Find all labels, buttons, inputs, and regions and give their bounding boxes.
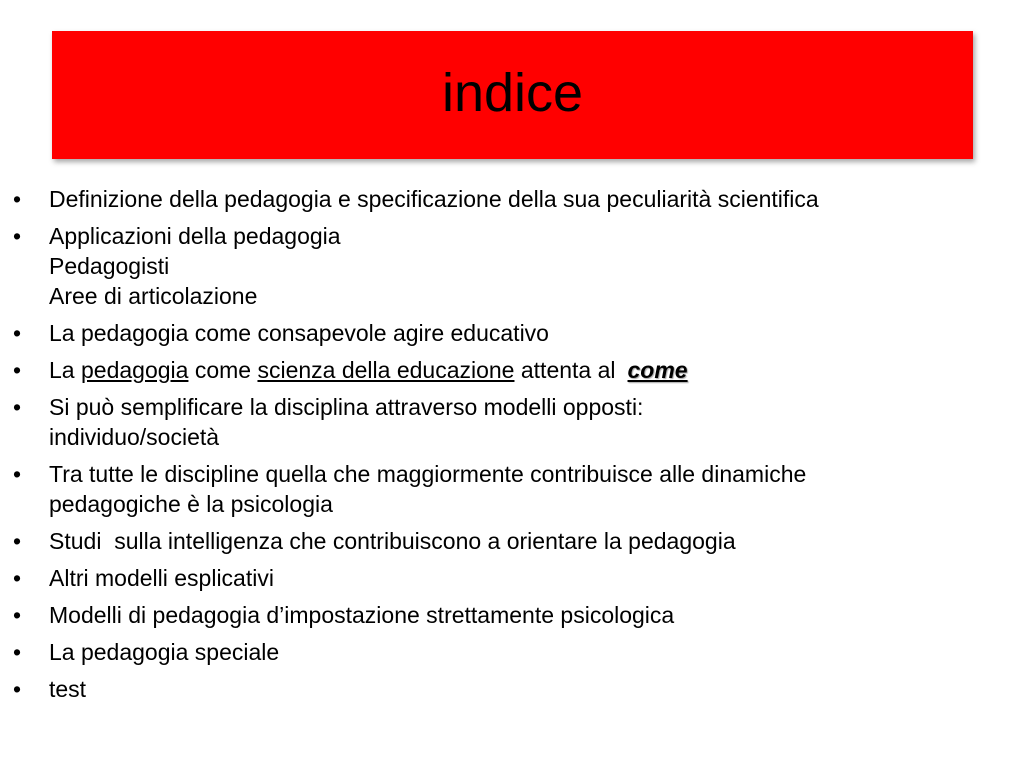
bullet-text-continued: pedagogiche è la psicologia <box>49 491 333 517</box>
bullet-subline: Aree di articolazione <box>49 283 258 309</box>
bullet-text-plain: come <box>188 357 258 383</box>
bullet-icon: • <box>13 394 22 420</box>
bullet-icon: • <box>13 461 22 487</box>
bullet-text: La pedagogia speciale <box>49 639 280 665</box>
bullet-text: Studi sulla intelligenza che contribuiscono a orientare la pedagogia <box>49 528 736 554</box>
bullet-icon: • <box>13 676 22 702</box>
pedagogia-link[interactable]: pedagogia <box>80 357 189 383</box>
bullet-icon: • <box>13 320 22 346</box>
bullet-icon: • <box>13 357 22 383</box>
bullet-item <box>0 674 1024 704</box>
bullet-item <box>0 355 1024 385</box>
bullet-icon: • <box>13 602 22 628</box>
bullet-item <box>0 637 1024 667</box>
bullet-text: La pedagogia come consapevole agire educativo <box>49 320 549 346</box>
bullet-item <box>0 184 1024 214</box>
bullet-item <box>0 318 1024 348</box>
bullet-item <box>0 526 1024 556</box>
bullet-item <box>0 459 1024 519</box>
come-link[interactable]: come <box>627 357 688 383</box>
bullet-text: Modelli di pedagogia d’impostazione strettamente psicologica <box>49 602 675 628</box>
bullet-item <box>0 563 1024 593</box>
bullet-text: Altri modelli esplicativi <box>49 565 274 591</box>
bullet-item <box>0 600 1024 630</box>
bullet-text-continued: individuo/società <box>49 424 220 450</box>
bullet-icon: • <box>13 186 22 212</box>
bullet-text: Si può semplificare la disciplina attraverso modelli opposti: <box>49 394 644 420</box>
bullet-icon: • <box>13 223 22 249</box>
bullet-text: Definizione della pedagogia e specificazione della sua peculiarità scientifica <box>49 186 819 212</box>
bullet-text: Applicazioni della pedagogia <box>49 223 341 249</box>
bullet-text-plain: attenta al <box>514 357 616 383</box>
bullet-text-plain: La <box>49 357 81 383</box>
bullet-icon: • <box>13 639 22 665</box>
bullet-subline: Pedagogisti <box>49 253 170 279</box>
bullet-text: test <box>49 676 87 702</box>
bullet-list <box>0 184 1024 711</box>
bullet-icon: • <box>13 528 22 554</box>
slide-title: indice <box>441 63 584 123</box>
bullet-text: Tra tutte le discipline quella che maggiormente contribuisce alle dinamiche <box>49 461 807 487</box>
title-banner <box>52 31 973 159</box>
bullet-item <box>0 221 1024 311</box>
bullet-item <box>0 392 1024 452</box>
bullet-icon: • <box>13 565 22 591</box>
scienza-educazione-link[interactable]: scienza della educazione <box>257 357 515 383</box>
